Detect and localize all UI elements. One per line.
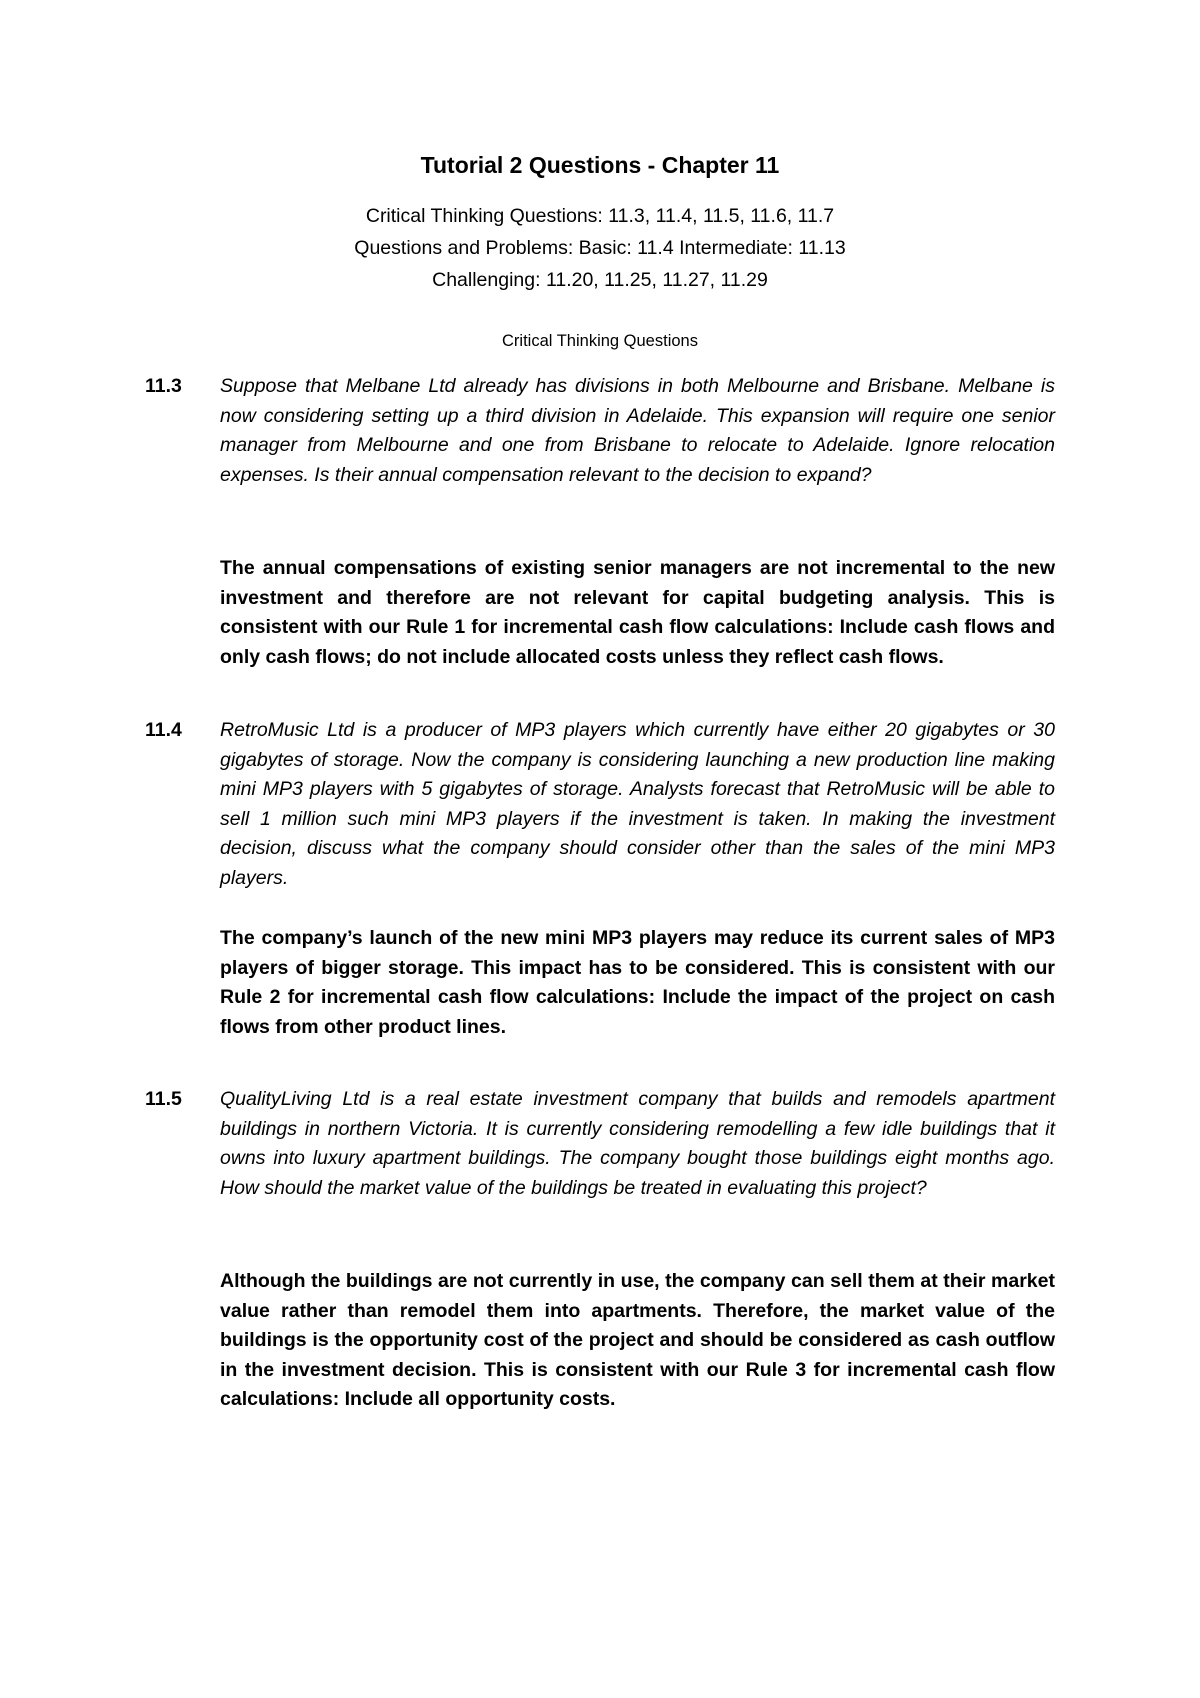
question-text: QualityLiving Ltd is a real estate investment company that builds and remodels apartment buildings in northern Victoria. It is currently considering remodelling a few idle buildings that it owns into luxury apartment buildings. The company bought those buildings eight months ago. How should the market value of the buildings be treated in evaluating this project? [220, 1088, 1055, 1199]
document-header [0, 150, 1200, 296]
questions-problems-assignment: Questions and Problems: Basic: 11.4 Intermediate: 11.13 [354, 237, 846, 259]
section-heading: Critical Thinking Questions [502, 332, 698, 350]
answer-text: Although the buildings are not currently in use, the company can sell them at their market value rather than remodel them into apartments. Therefore, the market value of the buildings is the opportunity cost of the project and should be considered as cash outflow in the investment decision. This is consistent with our Rule 3 for incremental cash flow calculations: Include all opportunity costs. [220, 1270, 1055, 1410]
page-title: Tutorial 2 Questions - Chapter 11 [420, 152, 780, 178]
question-text: RetroMusic Ltd is a producer of MP3 players which currently have either 20 gigabytes or 30 gigabytes of storage. Now the company is considering launching a new production line making mini MP3 players with 5 gigabytes of storage. Analysts forecast that RetroMusic will be able to sell 1 million such mini MP3 players if the investment is taken. In making the investment decision, discuss what the company should consider other than the sales of the mini MP3 players. [220, 719, 1055, 889]
question-text: Suppose that Melbane Ltd already has divisions in both Melbourne and Brisbane. Melbane is now considering setting up a third division in Adelaide. This expansion will require one senior manager from Melbourne and one from Brisbane to relocate to Adelaide. Ignore relocation expenses. Is their annual compensation relevant to the decision to expand? [220, 375, 1055, 486]
challenging-assignment: Challenging: 11.20, 11.25, 11.27, 11.29 [432, 269, 768, 291]
critical-thinking-assignment: Critical Thinking Questions: 11.3, 11.4, 11.5, 11.6, 11.7 [365, 205, 835, 227]
question-number: 11.3 [145, 375, 182, 397]
answer-text: The annual compensations of existing senior managers are not incremental to the new investment and therefore are not relevant for capital budgeting analysis. This is consistent with our Rule 1 for incremental cash flow calculations: Include cash flows and only cash flows; do not include allocated costs unless they reflect cash flows. [220, 557, 1055, 668]
question-number: 11.5 [145, 1088, 182, 1110]
answer-text: The company’s launch of the new mini MP3 players may reduce its current sales of MP3 players of bigger storage. This impact has to be considered. This is consistent with our Rule 2 for incremental cash flow calculations: Include the impact of the project on cash flows from other product lines. [220, 927, 1055, 1038]
question-number: 11.4 [145, 719, 182, 741]
